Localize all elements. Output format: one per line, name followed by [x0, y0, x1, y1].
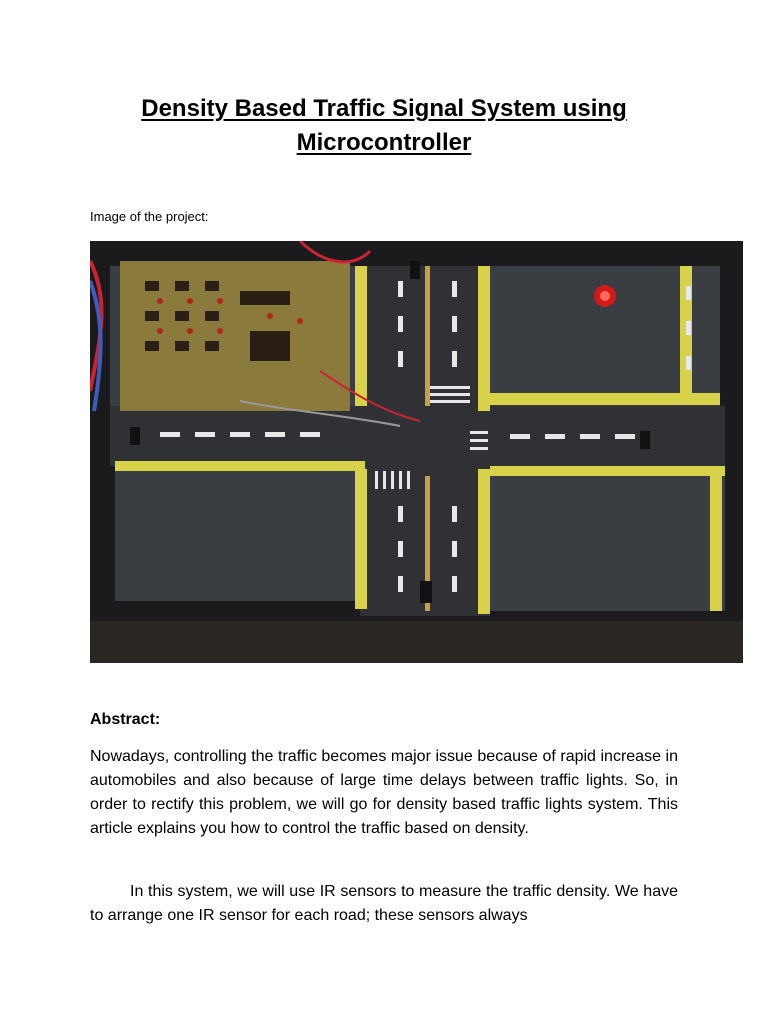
abstract-heading: Abstract:: [90, 711, 161, 728]
document-title: Density Based Traffic Signal System using Microcontroller: [141, 95, 627, 156]
body-paragraph: In this system, we will use IR sensors to measure the traffic density. We have to arrange one IR sensor for each road; these sensors always: [90, 883, 678, 924]
abstract-paragraph: Nowadays, controlling the traffic becomes major issue because of rapid increase in automobiles and also because of large time delays between traffic lights. So, in order to rectify this problem, we will go for density based traffic lights system. This article explains you how to control the traffic based on density.: [90, 748, 678, 837]
project-photo: [90, 241, 743, 663]
image-caption: Image of the project:: [90, 209, 209, 224]
traffic-model-illustration: [90, 241, 743, 663]
